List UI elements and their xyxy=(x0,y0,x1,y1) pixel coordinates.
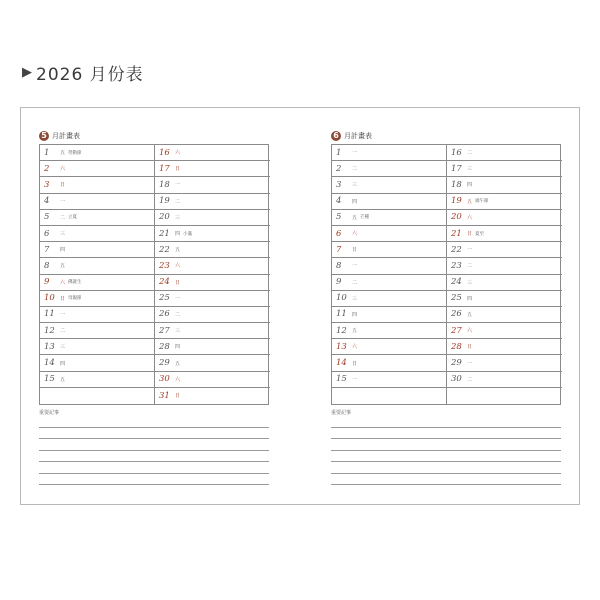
note-line[interactable] xyxy=(39,428,269,440)
day-number: 13 xyxy=(44,341,55,352)
weekday-label: 三 xyxy=(175,328,181,335)
day-number: 6 xyxy=(336,228,342,239)
weekday-label: 四 xyxy=(60,360,66,367)
day-number: 23 xyxy=(451,260,462,271)
day-cell[interactable] xyxy=(332,275,447,291)
day-grid xyxy=(39,144,269,405)
day-cell[interactable] xyxy=(447,226,562,242)
holiday-label: 立夏 xyxy=(68,215,78,221)
day-cell[interactable] xyxy=(40,242,155,258)
weekday-label: 一 xyxy=(467,247,473,254)
weekday-label: 二 xyxy=(175,198,181,205)
note-line[interactable] xyxy=(39,451,269,463)
month-number-badge: 6 xyxy=(331,131,341,141)
weekday-label: 二 xyxy=(175,311,181,318)
day-cell[interactable] xyxy=(155,307,270,323)
note-line[interactable] xyxy=(39,474,269,486)
weekday-label: 六 xyxy=(175,150,181,157)
weekday-label: 二 xyxy=(352,166,358,173)
day-number: 28 xyxy=(159,341,170,352)
day-cell[interactable] xyxy=(155,339,270,355)
day-number: 27 xyxy=(159,325,170,336)
weekday-label: 四 xyxy=(352,311,358,318)
weekday-label: 一 xyxy=(175,295,181,302)
day-cell[interactable] xyxy=(155,372,270,388)
note-line[interactable] xyxy=(331,428,561,440)
weekday-label: 五 xyxy=(175,247,181,254)
day-number: 16 xyxy=(159,147,170,158)
weekday-label: 日 xyxy=(467,344,473,351)
day-number: 11 xyxy=(336,309,347,320)
weekday-label: 三 xyxy=(60,344,66,351)
day-number: 15 xyxy=(44,374,55,385)
weekday-label: 二 xyxy=(60,214,66,221)
day-number: 3 xyxy=(44,179,50,190)
day-number: 10 xyxy=(44,293,55,304)
day-cell[interactable] xyxy=(155,388,270,404)
day-cell[interactable] xyxy=(447,339,562,355)
note-line[interactable] xyxy=(331,462,561,474)
weekday-label: 日 xyxy=(60,295,66,302)
day-cell[interactable] xyxy=(40,145,155,161)
day-cell[interactable] xyxy=(40,323,155,339)
day-number: 12 xyxy=(336,325,347,336)
day-cell[interactable] xyxy=(155,275,270,291)
day-number: 17 xyxy=(451,163,462,174)
weekday-label: 日 xyxy=(352,247,358,254)
weekday-label: 一 xyxy=(467,360,473,367)
day-cell[interactable] xyxy=(332,161,447,177)
notes-section xyxy=(39,409,269,485)
weekday-label: 日 xyxy=(467,231,473,238)
day-number: 17 xyxy=(159,163,170,174)
day-cell[interactable] xyxy=(332,258,447,274)
day-number: 13 xyxy=(336,341,347,352)
day-cell[interactable] xyxy=(332,210,447,226)
weekday-label: 日 xyxy=(175,393,181,400)
triangle-marker-icon: ▶ xyxy=(22,64,32,80)
weekday-label: 五 xyxy=(467,198,473,205)
month-number-badge: 5 xyxy=(39,131,49,141)
day-number: 21 xyxy=(159,228,170,239)
weekday-label: 一 xyxy=(60,198,66,205)
weekday-label: 一 xyxy=(60,311,66,318)
day-cell[interactable] xyxy=(447,194,562,210)
day-cell[interactable] xyxy=(447,210,562,226)
weekday-label: 六 xyxy=(60,279,66,286)
empty-day-cell[interactable] xyxy=(447,388,562,404)
empty-day-cell[interactable] xyxy=(332,388,447,404)
day-number: 20 xyxy=(451,212,462,223)
day-cell[interactable] xyxy=(332,145,447,161)
day-cell[interactable] xyxy=(155,145,270,161)
weekday-label: 一 xyxy=(352,263,358,270)
month-header xyxy=(39,130,269,142)
day-number: 25 xyxy=(451,293,462,304)
holiday-label: 芒種 xyxy=(360,215,370,221)
weekday-label: 三 xyxy=(352,295,358,302)
day-cell[interactable] xyxy=(447,275,562,291)
day-cell[interactable] xyxy=(40,226,155,242)
day-number: 3 xyxy=(336,179,342,190)
day-number: 2 xyxy=(336,163,342,174)
day-cell[interactable] xyxy=(332,339,447,355)
day-cell[interactable] xyxy=(332,226,447,242)
day-cell[interactable] xyxy=(40,194,155,210)
holiday-label: 母親節 xyxy=(68,296,82,302)
page-title xyxy=(22,60,144,84)
day-number: 16 xyxy=(451,147,462,158)
day-cell[interactable] xyxy=(332,355,447,371)
day-cell[interactable] xyxy=(40,339,155,355)
day-cell[interactable] xyxy=(155,258,270,274)
day-cell[interactable] xyxy=(155,226,270,242)
weekday-label: 五 xyxy=(60,263,66,270)
day-cell[interactable] xyxy=(155,355,270,371)
day-number: 8 xyxy=(44,260,50,271)
weekday-label: 二 xyxy=(60,328,66,335)
weekday-label: 二 xyxy=(467,150,473,157)
day-cell[interactable] xyxy=(155,210,270,226)
weekday-label: 一 xyxy=(352,150,358,157)
weekday-label: 四 xyxy=(175,344,181,351)
weekday-label: 六 xyxy=(175,263,181,270)
day-cell[interactable] xyxy=(447,145,562,161)
holiday-label: 端午節 xyxy=(475,199,489,205)
weekday-label: 五 xyxy=(352,214,358,221)
day-grid xyxy=(331,144,561,405)
weekday-label: 六 xyxy=(60,166,66,173)
note-line[interactable] xyxy=(331,451,561,463)
day-number: 14 xyxy=(44,358,55,369)
weekday-label: 四 xyxy=(352,198,358,205)
day-number: 6 xyxy=(44,228,50,239)
day-number: 8 xyxy=(336,260,342,271)
day-number: 21 xyxy=(451,228,462,239)
day-number: 1 xyxy=(336,147,342,158)
day-cell[interactable] xyxy=(40,177,155,193)
day-number: 9 xyxy=(44,277,50,288)
day-number: 11 xyxy=(44,309,55,320)
day-number: 7 xyxy=(336,244,342,255)
weekday-label: 五 xyxy=(60,150,66,157)
weekday-label: 六 xyxy=(467,328,473,335)
day-cell[interactable] xyxy=(155,242,270,258)
day-cell[interactable] xyxy=(40,307,155,323)
day-cell[interactable] xyxy=(40,210,155,226)
weekday-label: 四 xyxy=(467,182,473,189)
weekday-label: 二 xyxy=(467,263,473,270)
holiday-label: 佛誕生 xyxy=(68,280,82,286)
page-title-text: 2026 月份表 xyxy=(36,64,144,85)
day-number: 29 xyxy=(159,358,170,369)
day-cell[interactable] xyxy=(447,355,562,371)
weekday-label: 六 xyxy=(467,214,473,221)
day-number: 10 xyxy=(336,293,347,304)
day-cell[interactable] xyxy=(447,258,562,274)
day-number: 26 xyxy=(159,309,170,320)
day-cell[interactable] xyxy=(155,177,270,193)
month-header xyxy=(331,130,561,142)
weekday-label: 四 xyxy=(60,247,66,254)
day-number: 4 xyxy=(336,196,342,207)
weekday-label: 三 xyxy=(175,214,181,221)
day-number: 22 xyxy=(451,244,462,255)
day-cell[interactable] xyxy=(447,307,562,323)
day-number: 26 xyxy=(451,309,462,320)
day-cell[interactable] xyxy=(447,161,562,177)
day-cell[interactable] xyxy=(155,291,270,307)
day-number: 5 xyxy=(336,212,342,223)
weekday-label: 三 xyxy=(352,182,358,189)
day-cell[interactable] xyxy=(332,291,447,307)
weekday-label: 六 xyxy=(352,344,358,351)
day-cell[interactable] xyxy=(332,323,447,339)
day-number: 4 xyxy=(44,196,50,207)
day-number: 31 xyxy=(159,390,170,401)
weekday-label: 四 xyxy=(175,231,181,238)
day-number: 18 xyxy=(451,179,462,190)
holiday-label: 小滿 xyxy=(183,231,193,237)
note-line[interactable] xyxy=(331,474,561,486)
weekday-label: 五 xyxy=(60,376,66,383)
day-cell[interactable] xyxy=(447,242,562,258)
note-line[interactable] xyxy=(39,462,269,474)
day-number: 5 xyxy=(44,212,50,223)
weekday-label: 五 xyxy=(352,328,358,335)
weekday-label: 六 xyxy=(175,376,181,383)
day-number: 14 xyxy=(336,358,347,369)
day-number: 30 xyxy=(451,374,462,385)
weekday-label: 五 xyxy=(467,311,473,318)
weekday-label: 三 xyxy=(467,279,473,286)
day-number: 30 xyxy=(159,374,170,385)
notes-section xyxy=(331,409,561,485)
day-number: 22 xyxy=(159,244,170,255)
day-number: 2 xyxy=(44,163,50,174)
day-cell[interactable] xyxy=(40,161,155,177)
month-panel-may xyxy=(39,130,269,485)
day-number: 19 xyxy=(451,196,462,207)
holiday-label: 勞動節 xyxy=(68,150,82,156)
day-cell[interactable] xyxy=(40,275,155,291)
day-cell[interactable] xyxy=(332,307,447,323)
weekday-label: 二 xyxy=(467,376,473,383)
note-line[interactable] xyxy=(331,416,561,428)
day-number: 29 xyxy=(451,358,462,369)
day-number: 23 xyxy=(159,260,170,271)
month-panel-june xyxy=(331,130,561,485)
notes-label: 重要記事 xyxy=(39,410,60,416)
note-line[interactable] xyxy=(39,439,269,451)
month-title: 月計畫表 xyxy=(344,132,372,140)
weekday-label: 五 xyxy=(175,360,181,367)
weekday-label: 日 xyxy=(352,360,358,367)
day-cell[interactable] xyxy=(447,291,562,307)
day-cell[interactable] xyxy=(155,161,270,177)
empty-day-cell[interactable] xyxy=(40,388,155,404)
month-title: 月計畫表 xyxy=(52,132,80,140)
day-cell[interactable] xyxy=(332,177,447,193)
note-line[interactable] xyxy=(39,416,269,428)
day-cell[interactable] xyxy=(332,242,447,258)
day-cell[interactable] xyxy=(332,194,447,210)
day-cell[interactable] xyxy=(155,194,270,210)
day-number: 7 xyxy=(44,244,50,255)
planner-spread xyxy=(20,107,580,505)
weekday-label: 三 xyxy=(60,231,66,238)
day-cell[interactable] xyxy=(40,372,155,388)
day-number: 18 xyxy=(159,179,170,190)
day-number: 19 xyxy=(159,196,170,207)
day-number: 12 xyxy=(44,325,55,336)
day-number: 9 xyxy=(336,277,342,288)
weekday-label: 日 xyxy=(175,166,181,173)
day-number: 24 xyxy=(451,277,462,288)
weekday-label: 日 xyxy=(60,182,66,189)
weekday-label: 二 xyxy=(352,279,358,286)
day-number: 28 xyxy=(451,341,462,352)
day-cell[interactable] xyxy=(447,372,562,388)
day-cell[interactable] xyxy=(447,323,562,339)
day-number: 24 xyxy=(159,277,170,288)
weekday-label: 三 xyxy=(467,166,473,173)
day-cell[interactable] xyxy=(40,291,155,307)
notes-label: 重要記事 xyxy=(331,410,352,416)
weekday-label: 四 xyxy=(467,295,473,302)
day-number: 1 xyxy=(44,147,50,158)
day-number: 27 xyxy=(451,325,462,336)
day-cell[interactable] xyxy=(40,258,155,274)
day-cell[interactable] xyxy=(155,323,270,339)
day-cell[interactable] xyxy=(40,355,155,371)
note-line[interactable] xyxy=(331,439,561,451)
day-number: 25 xyxy=(159,293,170,304)
weekday-label: 一 xyxy=(352,376,358,383)
weekday-label: 日 xyxy=(175,279,181,286)
weekday-label: 一 xyxy=(175,182,181,189)
day-cell[interactable] xyxy=(332,372,447,388)
weekday-label: 六 xyxy=(352,231,358,238)
day-number: 15 xyxy=(336,374,347,385)
holiday-label: 夏至 xyxy=(475,231,485,237)
day-number: 20 xyxy=(159,212,170,223)
day-cell[interactable] xyxy=(447,177,562,193)
